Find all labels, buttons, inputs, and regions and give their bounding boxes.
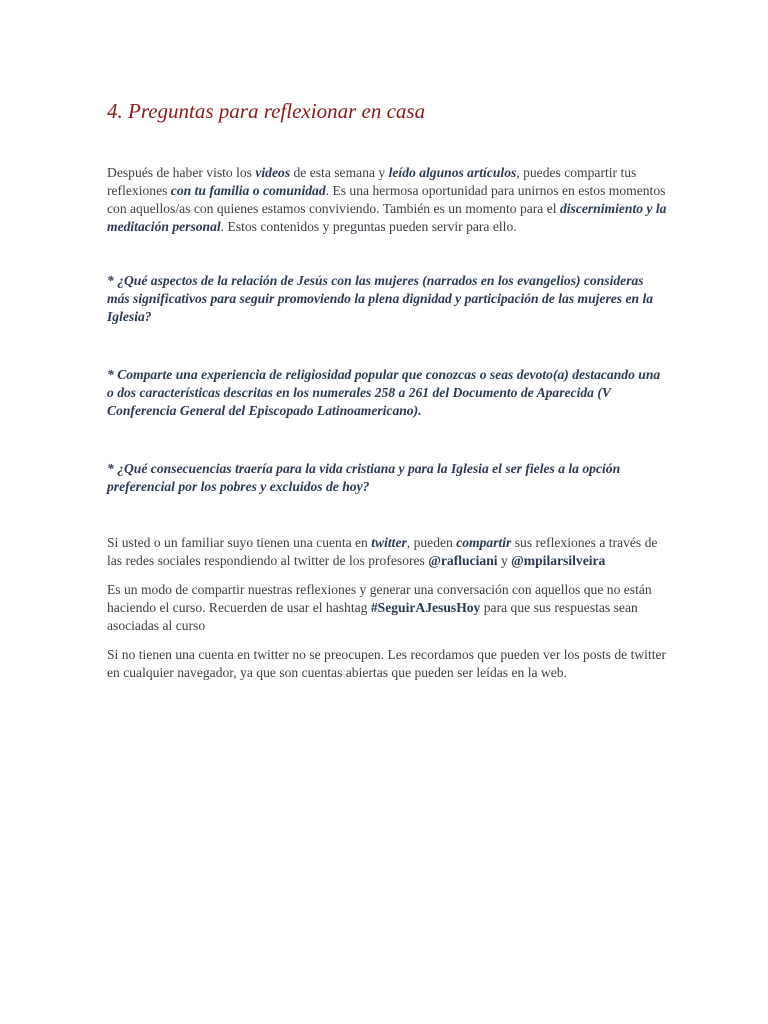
question-1: * ¿Qué aspectos de la relación de Jesús con las mujeres (narrados en los evangelios) consideras más significativos para seguir promoviendo la plena dignidad y participación de las mujeres en la Iglesia? (107, 273, 654, 324)
twitter-text-2: , pueden (406, 535, 457, 550)
conversation-text-2: para que sus respuestas sean asociadas al curso (107, 600, 638, 633)
twitter-handle-mpilarsilveira: @mpilarsilveira (511, 553, 606, 568)
intro-emphasis-articulos: leído algunos artículos (388, 165, 517, 180)
question-2: * Comparte una experiencia de religiosidad popular que conozcas o seas devoto(a) destacando una o dos características descritas en los numerales 258 a 261 del Documento de Aparecida (V Conferencia General del Episcopado Latinoamericano). (107, 367, 661, 418)
intro-emphasis-familia: con tu familia o comunidad (170, 183, 326, 198)
twitter-paragraph (107, 534, 667, 570)
twitter-text-1: Si usted o un familiar suyo tienen una cuenta en (107, 535, 372, 550)
intro-text-2: de esta semana y (290, 165, 389, 180)
question-3: * ¿Qué consecuencias traería para la vida cristiana y para la Iglesia el ser fieles a la opción preferencial por los pobres y excluidos de hoy? (107, 461, 621, 494)
intro-text-3: , puedes compartir tus reflexiones (107, 165, 637, 198)
page-title: 4. Preguntas para reflexionar en casa (107, 99, 426, 123)
compartir-emphasis: compartir (456, 535, 512, 550)
twitter-text-3: sus reflexiones a través de las redes sociales respondiendo al twitter de los profesores (107, 535, 658, 568)
conversation-text-1: Es un modo de compartir nuestras reflexiones y generar una conversación con aquellos que no están haciendo el curso. Recuerden de usar el hashtag (107, 582, 652, 615)
intro-text-1: Después de haber visto los (107, 165, 256, 180)
intro-text-4: . Es una hermosa oportunidad para unirnos en estos momentos con aquellos/as con quienes estamos conviviendo. También es un momento para el (107, 183, 666, 216)
twitter-handle-rafluciani: @rafluciani (428, 553, 498, 568)
intro-text-5: . Estos contenidos y preguntas pueden servir para ello. (220, 219, 517, 234)
intro-paragraph (107, 164, 667, 236)
twitter-emphasis: twitter (371, 535, 407, 550)
intro-emphasis-videos: videos (255, 165, 291, 180)
conversation-paragraph (107, 581, 667, 635)
hashtag: #SeguirAJesusHoy (370, 600, 481, 615)
twitter-text-4: y (497, 553, 512, 568)
closing-paragraph: Si no tienen una cuenta en twitter no se preocupen. Les recordamos que pueden ver los posts de twitter en cualquier navegador, ya que son cuentas abiertas que pueden ser leídas en la web. (107, 647, 667, 680)
document-content (107, 96, 667, 682)
intro-emphasis-discernimiento: discernimiento y la meditación personal (107, 201, 667, 234)
